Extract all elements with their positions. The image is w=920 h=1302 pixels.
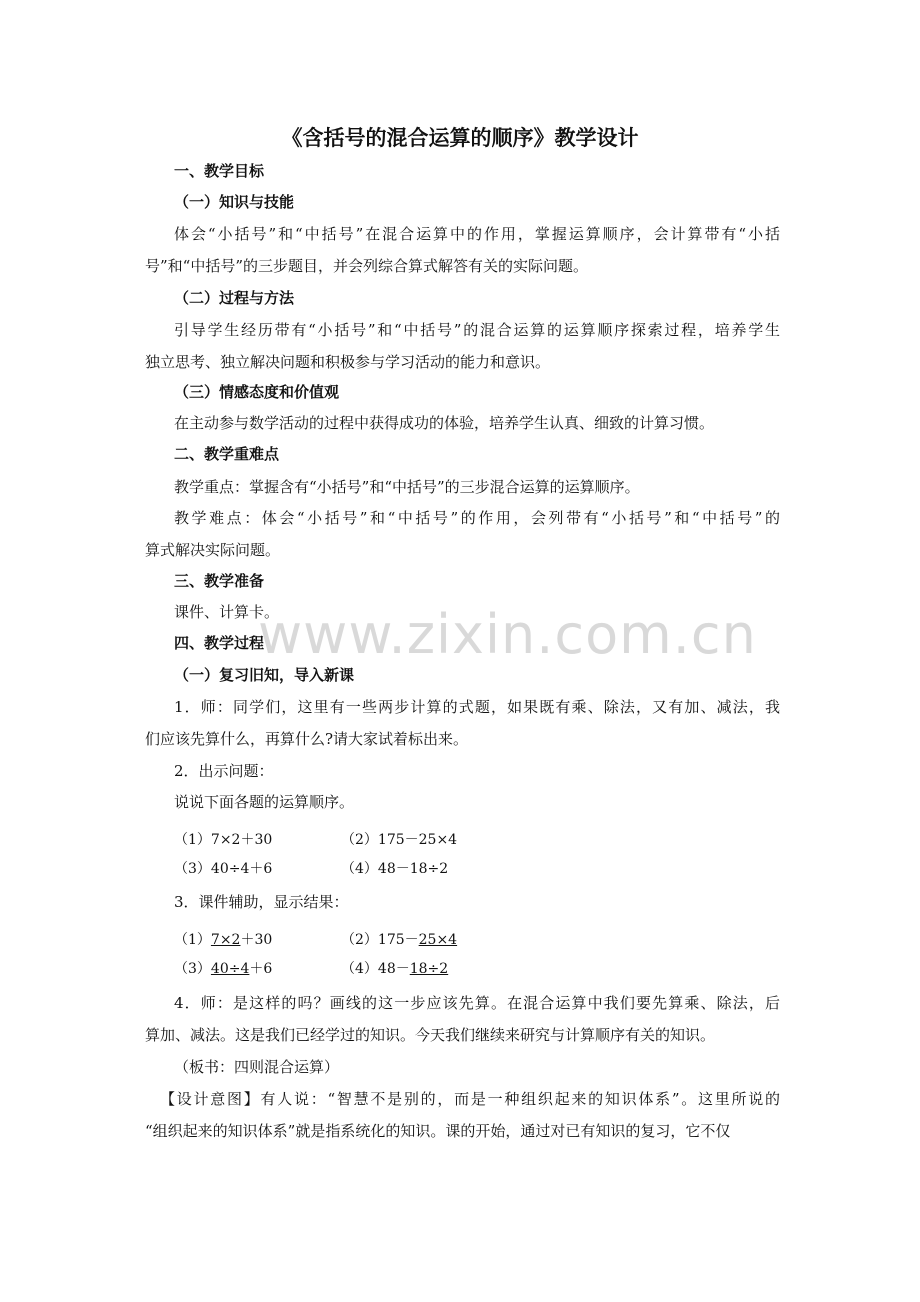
paragraph-line: 教学重点：掌握含有“小括号”和“中括号”的三步混合运算的运算顺序。	[174, 478, 640, 496]
underlined-step: 18÷2	[409, 961, 449, 977]
page-title: 《含括号的混合运算的顺序》教学设计	[281, 126, 639, 150]
section-heading-key-points: 二、教学重难点	[174, 445, 280, 463]
result-2	[341, 930, 457, 950]
paragraph-line: （板书：四则混合运算）	[174, 1058, 340, 1076]
result-prefix: （2）175－	[341, 932, 419, 948]
subheading-review: （一）复习旧知，导入新课	[174, 666, 355, 684]
paragraph-line: 1．师：同学们，这里有一些两步计算的式题，如果既有乘、除法，又有加、减法，我	[174, 698, 780, 716]
subheading-knowledge-skills: （一）知识与技能	[174, 193, 295, 211]
paragraph-line: 说说下面各题的运算顺序。	[174, 793, 355, 811]
result-rest: ＋6	[249, 961, 273, 977]
section-heading-preparation: 三、教学准备	[174, 572, 265, 590]
paragraph-line: 课件、计算卡。	[174, 603, 280, 621]
paragraph-line: 们应该先算什么，再算什么?请大家试着标出来。	[145, 730, 469, 748]
paragraph-line: “组织起来的知识体系”就是指系统化的知识。课的开始，通过对已有知识的复习，它不仅	[145, 1122, 731, 1140]
underlined-step: 25×4	[418, 932, 458, 948]
underlined-step: 7×2	[210, 932, 241, 948]
result-prefix: （4）48－	[341, 961, 410, 977]
subheading-process-methods: （二）过程与方法	[174, 289, 295, 307]
result-1	[174, 930, 272, 950]
paragraph-line: 算式解决实际问题。	[145, 541, 281, 559]
problem-4: （4）48－18÷2	[341, 861, 449, 877]
problem-1: （1）7×2＋30	[174, 832, 273, 848]
result-4	[341, 959, 448, 979]
paragraph-line: 教学难点：体会“小括号”和“中括号”的作用，会列带有“小括号”和“中括号”的	[174, 509, 780, 527]
paragraph-line: 4．师：是这样的吗？画线的这一步应该先算。在混合运算中我们要先算乘、除法，后	[174, 994, 780, 1012]
paragraph-line: 【设计意图】有人说：“智慧不是别的，而是一种组织起来的知识体系”。这里所说的	[160, 1090, 780, 1108]
section-heading-objectives: 一、教学目标	[174, 162, 265, 180]
result-prefix: （3）	[174, 961, 211, 977]
paragraph-line: 号”和“中括号”的三步题目，并会列综合算式解答有关的实际问题。	[145, 257, 589, 275]
paragraph-line: 在主动参与数学活动的过程中获得成功的体验，培养学生认真、细致的计算习惯。	[174, 414, 715, 432]
result-prefix: （1）	[174, 932, 211, 948]
result-3	[174, 959, 272, 979]
problem-3: （3）40÷4＋6	[174, 861, 273, 877]
watermark: www.zixin.com.cn	[258, 603, 757, 666]
problem-2: （2）175－25×4	[341, 832, 458, 848]
paragraph-line: 体会“小括号”和“中括号”在混合运算中的作用，掌握运算顺序，会计算带有“小括	[174, 225, 780, 243]
paragraph-line: 引导学生经历带有“小括号”和“中括号”的混合运算的运算顺序探索过程，培养学生	[174, 321, 780, 339]
paragraph-line: 3．课件辅助，显示结果：	[174, 893, 349, 911]
section-heading-process: 四、教学过程	[174, 634, 265, 652]
paragraph-line: 算加、减法。这是我们已经学过的知识。今天我们继续来研究与计算顺序有关的知识。	[145, 1026, 716, 1044]
paragraph-line: 独立思考、独立解决问题和积极参与学习活动的能力和意识。	[145, 353, 551, 371]
subheading-attitude-values: （三）情感态度和价值观	[174, 383, 340, 401]
paragraph-line: 2．出示问题：	[174, 762, 274, 780]
result-rest: ＋30	[240, 932, 273, 948]
underlined-step: 40÷4	[210, 961, 250, 977]
